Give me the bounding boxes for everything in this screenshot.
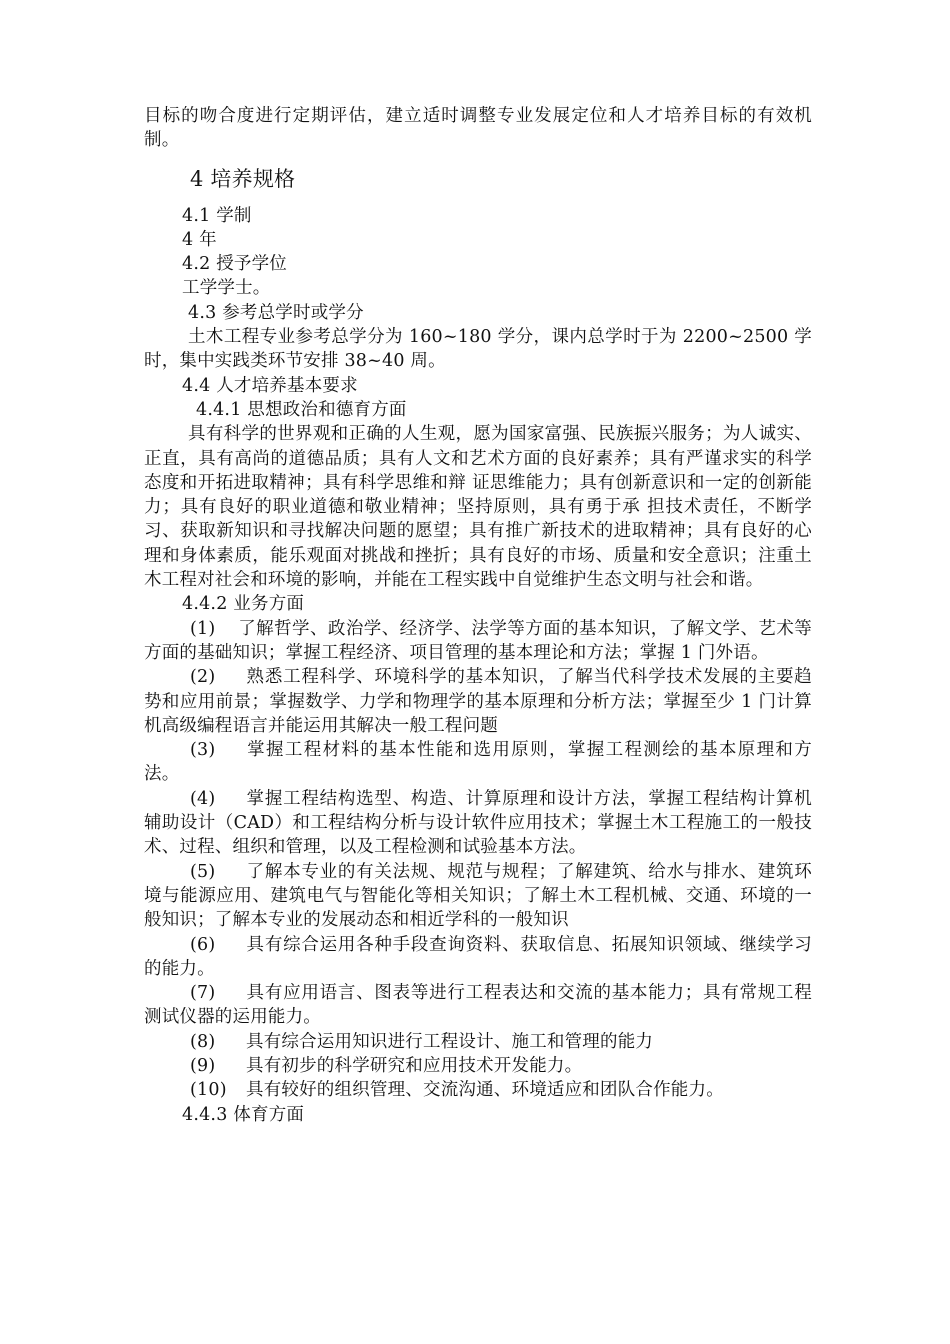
list-item-text: 具有综合运用各种手段查询资料、获取信息、拓展知识领域、继续学习的能力。 [144,934,812,979]
list-item-text: 掌握工程材料的基本性能和选用原则，掌握工程测绘的基本原理和方法。 [144,740,812,785]
section-heading-4: 4 培养规格 [190,166,296,191]
subsection-4-4-1-body: 具有科学的世界观和正确的人生观，愿为国家富强、民族振兴服务；为人诚实、正直，具有高尚的道德品质；具有人文和艺术方面的良好素养；具有严谨求实的科学态度和开拓进取精神；具有科学思维和辩 证思维能力；具有创新意识和一定的创新能力；具有良好的职业道德和敬业精神；坚持原则，具有勇于承 担技术责任，不断学习、获取新知识和寻找解决问题的愿望；具有推广新技术的进取精神；具有良好的心 理和身体素质，能乐观面对挑战和挫折；具有良好的市场、质量和安全意识；注重土木工程对社会和环境的影响，并能在工程实践中自觉维护生态文明与社会和谐。 [144,424,812,591]
list-item-text: 掌握工程结构选型、构造、计算原理和设计方法，掌握工程结构计算机辅助设计（CAD）和工程结构分析与设计软件应用技术；掌握土木工程施工的一般技术、过程、组织和管理，以及工程检测和试验基本方法。 [144,788,812,858]
list-item-text: 了解本专业的有关法规、规范与规程；了解建筑、给水与排水、建筑环境与能源应用、建筑电气与智能化等相关知识；了解土木工程机械、交通、环境的一般知识；了解本专业的发展动态和相近学科的一般知识 [144,861,812,931]
list-item-text: 具有初步的科学研究和应用技术开发能力。 [246,1055,583,1076]
subsection-4-2-value: 工学学士。 [182,278,271,299]
list-item-number: (5) [190,861,216,882]
list-item [144,1054,812,1078]
subsection-4-4-2-title: 4.4.2 业务方面 [182,594,305,615]
subsection-4-4-1-title: 4.4.1 思想政治和德育方面 [196,399,407,420]
list-item [144,665,812,738]
subsection-4-3-title: 4.3 参考总学时或学分 [188,302,364,323]
subsection-4-1-title: 4.1 学制 [182,205,252,226]
list-item-text: 具有较好的组织管理、交流沟通、环境适应和团队合作能力。 [246,1080,724,1101]
list-item [144,933,812,982]
list-item-number: (8) [190,1031,216,1052]
list-item-number: (9) [190,1055,216,1076]
subsection-4-4-title: 4.4 人才培养基本要求 [182,375,358,396]
subsection-4-1-value: 4 年 [182,229,217,250]
intro-paragraph: 目标的吻合度进行定期评估，建立适时调整专业发展定位和人才培养目标的有效机制。 [144,106,812,151]
list-item [144,787,812,860]
list-item-text: 具有应用语言、图表等进行工程表达和交流的基本能力；具有常规工程测试仪器的运用能力。 [144,983,812,1028]
subsection-4-4-3-title: 4.4.3 体育方面 [182,1104,305,1125]
list-item [144,1030,812,1054]
list-item-text: 熟悉工程科学、环境科学的基本知识，了解当代科学技术发展的主要趋势和应用前景；掌握数学、力学和物理学的基本原理和分析方法；掌握至少 1 门计算机高级编程语言并能运用其解决一般工程问题 [144,667,812,736]
list-item-text: 了解哲学、政治学、经济学、法学等方面的基本知识，了解文学、艺术等方面的基础知识；掌握工程经济、项目管理的基本理论和方法；掌握 1 门外语。 [144,618,812,663]
list-item-number: (7) [190,983,216,1004]
list-item [144,981,812,1030]
list-item-number: (1) [190,618,216,639]
subsection-4-3-value: 土木工程专业参考总学分为 160~180 学分，课内总学时于为 2200~2500 学时，集中实践类环节安排 38~40 周。 [144,327,812,372]
subsection-4-2-title: 4.2 授予学位 [182,254,287,275]
list-item [144,1078,812,1102]
list-item-text: 具有综合运用知识进行工程设计、施工和管理的能力 [246,1031,654,1052]
list-item-number: (4) [190,788,216,809]
list-item [144,617,812,666]
list-item [144,860,812,933]
list-item-number: (2) [190,667,216,688]
list-item-number: (10) [190,1080,227,1101]
document-body [144,104,812,1127]
list-item [144,738,812,787]
list-item-number: (3) [190,740,216,761]
list-item-number: (6) [190,934,216,955]
